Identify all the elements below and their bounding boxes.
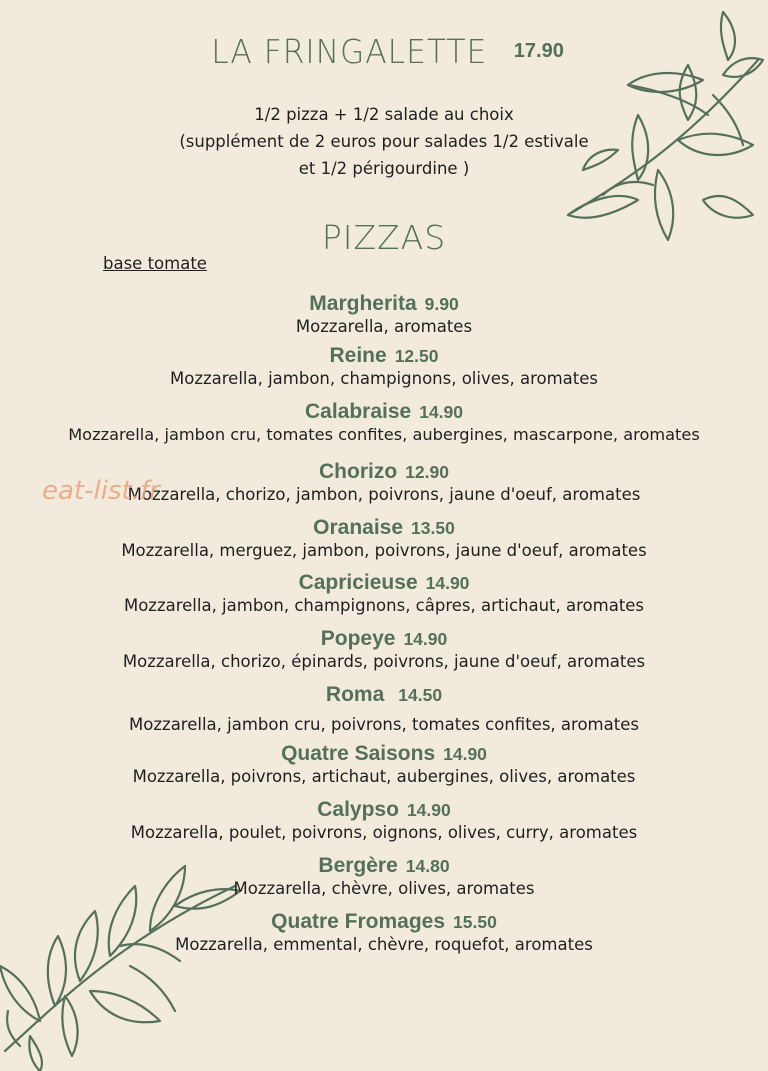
menu-item [0,517,768,561]
pizza-price: 14.90 [419,402,464,422]
section-title: PIZZAS [321,218,447,257]
pizza-description: Mozzarella, chorizo, jambon, poivrons, jaune d'oeuf, aromates [127,485,641,504]
pizza-price: 12.90 [405,462,449,482]
fringalette-title: LA FRINGALETTE [211,32,488,71]
pizza-description: Mozzarella, jambon, champignons, câpres, artichaut, aromates [123,596,645,615]
pizza-description: Mozzarella, emmental, chèvre, roquefot, aromates [175,935,593,954]
pizza-description: Mozzarella, merguez, jambon, poivrons, jaune d'oeuf, aromates [121,541,647,560]
pizza-description: Mozzarella, chèvre, olives, aromates [233,879,535,898]
base-label: base tomate [103,254,207,273]
menu-item [0,401,768,445]
fringalette-line: (supplément de 2 euros pour salades 1/2 estivale [179,132,589,151]
menu-item [0,855,768,899]
fringalette-price: 17.90 [513,40,564,62]
menu-item [0,293,768,337]
pizza-price: 13.50 [411,518,455,538]
pizza-name: Calabraise [304,400,412,423]
pizza-description: Mozzarella, poulet, poivrons, oignons, olives, curry, aromates [130,823,638,842]
pizza-name: Bergère [318,854,398,877]
pizza-description: Mozzarella, aromates [295,317,473,336]
menu-item [0,628,768,672]
menu-item [0,743,768,787]
menu-item [0,911,768,955]
pizza-name: Chorizo [319,460,398,483]
pizza-name: Margherita [309,292,417,315]
pizza-name: Quatre Fromages [271,910,446,933]
pizza-price: 14.90 [403,629,448,649]
pizza-price: 15.50 [453,912,497,932]
pizza-price: 9.90 [424,294,459,314]
menu-item [0,345,768,389]
pizza-description: Mozzarella, jambon cru, poivrons, tomates confites, aromates [129,715,639,734]
pizza-name: Calypso [317,798,399,821]
pizza-price: 14.80 [405,856,450,876]
fringalette-line: 1/2 pizza + 1/2 salade au choix [254,105,514,124]
pizza-price: 14.50 [398,685,443,705]
pizza-name: Capricieuse [298,571,418,594]
fringalette-header [0,32,768,71]
pizza-description: Mozzarella, chorizo, épinards, poivrons, jaune d'oeuf, aromates [122,652,646,671]
pizza-price: 12.50 [394,346,439,366]
pizza-name: Quatre Saisons [281,742,436,765]
menu-item [0,572,768,616]
pizza-name: Reine [329,344,387,367]
pizza-name: Roma [325,683,385,706]
pizza-price: 14.90 [406,800,451,820]
menu-item [0,799,768,843]
pizza-description: Mozzarella, jambon, champignons, olives, aromates [169,369,599,388]
pizza-price: 14.90 [425,573,470,593]
fringalette-description [0,101,768,182]
pizza-price: 14.90 [443,744,487,764]
pizza-name: Popeye [320,627,396,650]
pizza-description: Mozzarella, poivrons, artichaut, aubergines, olives, aromates [132,767,636,786]
fringalette-line: et 1/2 périgourdine ) [298,159,470,178]
pizza-description: Mozzarella, jambon cru, tomates confites, aubergines, mascarpone, aromates [68,425,700,444]
pizza-name: Oranaise [313,516,404,539]
watermark: eat-list.fr [42,476,160,506]
menu-item [0,684,768,735]
